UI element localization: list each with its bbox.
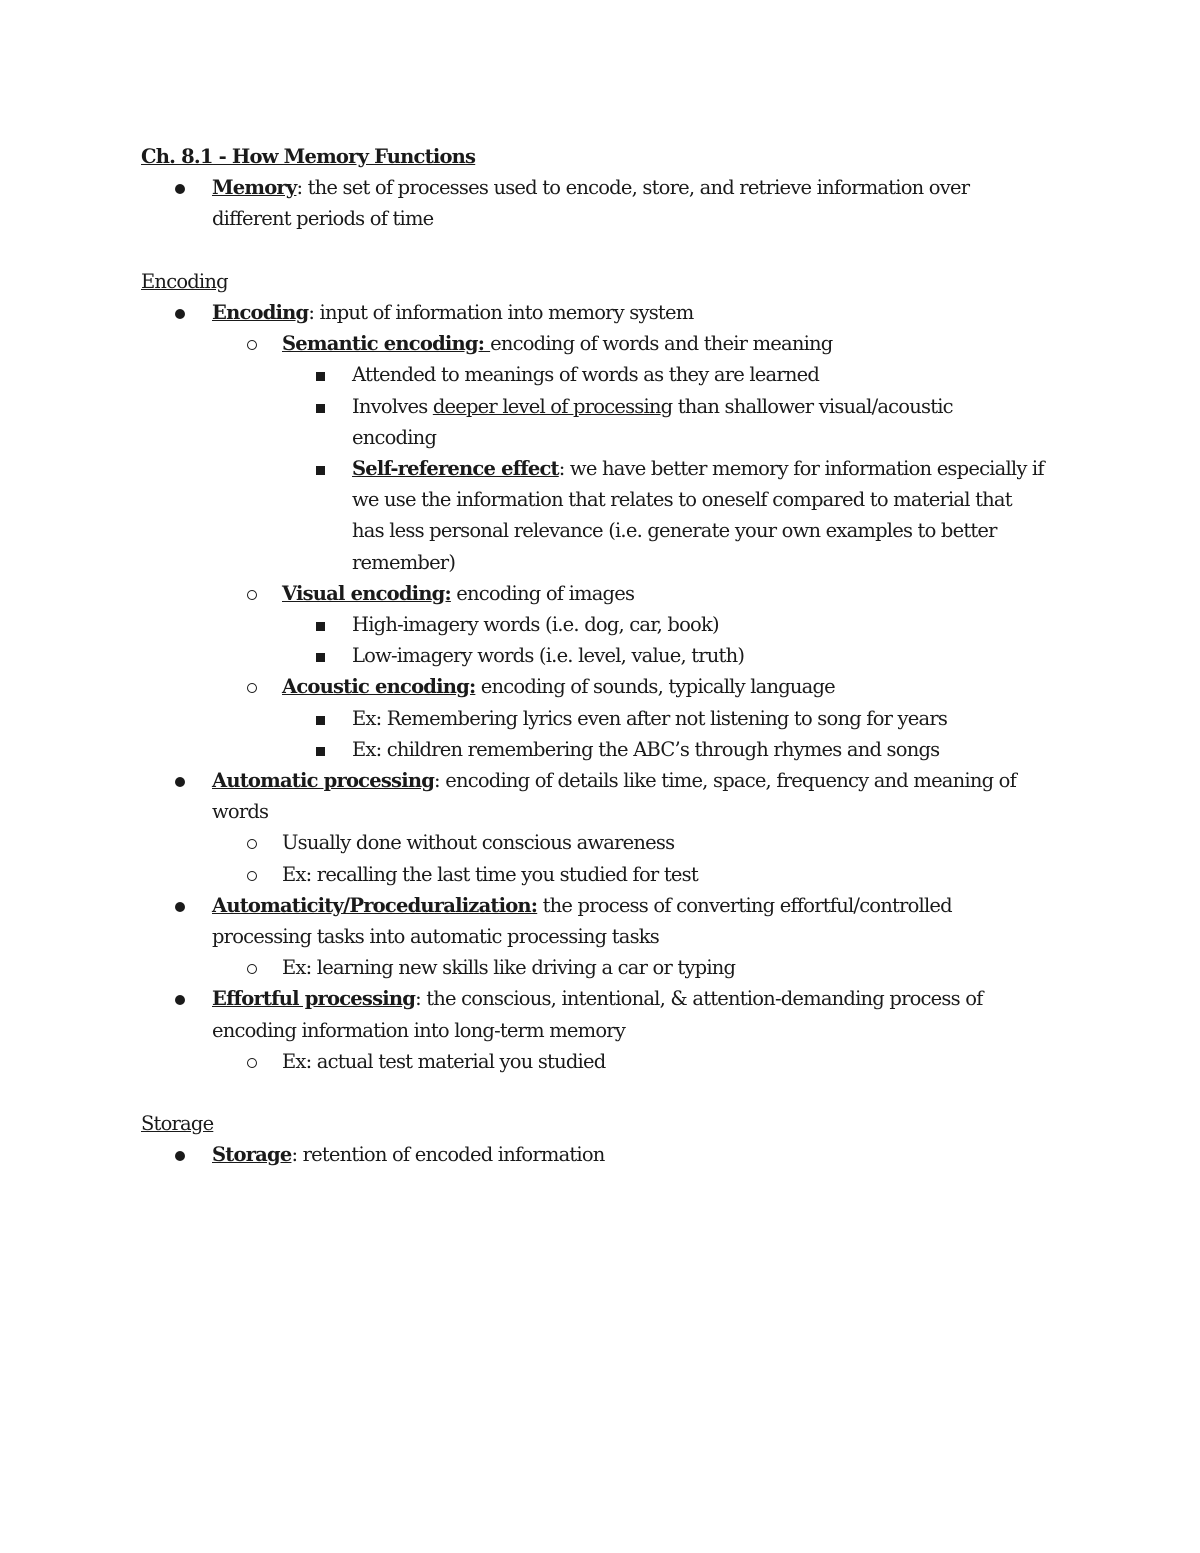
term-semantic-encoding: Semantic encoding: [282, 332, 491, 356]
bullet-disc-icon [175, 309, 185, 319]
term-storage: Storage [212, 1143, 292, 1167]
list-item-text: Ex: Remembering lyrics even after not listening to song for years [352, 706, 948, 730]
list-item-text: Ex: recalling the last time you studied for test [282, 862, 698, 886]
term-acoustic-encoding: Acoustic encoding: [282, 675, 476, 699]
term-encoding: Encoding [212, 301, 309, 324]
list-item-acoustic-encoding [141, 671, 1081, 702]
term-effortful-processing: Effortful processing [212, 987, 416, 1011]
definition-text: : retention of encoded information [291, 1143, 605, 1167]
term-visual-encoding: Visual encoding: [282, 581, 451, 605]
definition-text: : encoding of details like time, space, frequency and meaning of [434, 769, 1017, 793]
list-item-encoding [141, 297, 1081, 328]
bullet-circle-icon [247, 683, 257, 693]
definition-continuation: different periods of time [212, 207, 434, 231]
definition-continuation: words [212, 800, 269, 824]
definition-continuation: remember) [352, 550, 456, 574]
list-item [141, 827, 1081, 858]
bullet-circle-icon [247, 1058, 257, 1068]
definition-text: the process of converting effortful/controlled [537, 893, 952, 917]
list-item-text: than shallower visual/acoustic [672, 394, 953, 418]
list-item-text: High-imagery words (i.e. dog, car, book) [352, 613, 719, 637]
term-memory: Memory [212, 176, 297, 200]
term-automatic-processing: Automatic processing [212, 769, 435, 793]
bullet-circle-icon [247, 590, 257, 600]
bullet-square-icon [316, 716, 325, 725]
list-item [141, 640, 1081, 671]
list-item [141, 1046, 1081, 1077]
list-item-effortful-processing [141, 983, 1081, 1045]
page-title: Ch. 8.1 - How Memory Functions [141, 145, 476, 168]
bullet-circle-icon [247, 871, 257, 881]
list-item-text: Ex: actual test material you studied [282, 1049, 606, 1073]
definition-continuation: encoding information into long-term memory [212, 1018, 626, 1042]
list-item-memory [141, 172, 1081, 234]
bullet-square-icon [316, 622, 325, 631]
bullet-circle-icon [247, 340, 257, 350]
bullet-circle-icon [247, 964, 257, 974]
bullet-disc-icon [175, 1151, 185, 1161]
document-page [141, 141, 1081, 1171]
definition-continuation: processing tasks into automatic processing tasks [212, 925, 660, 949]
bullet-square-icon [316, 404, 325, 413]
definition-text: : input of information into memory system [308, 301, 694, 324]
term-self-reference-effect: Self-reference effect [352, 457, 559, 481]
list-item-text: Usually done without conscious awareness [282, 831, 675, 855]
list-item-text: Attended to meanings of words as they are learned [352, 363, 820, 387]
list-item-text: Ex: children remembering the ABC’s through rhymes and songs [352, 737, 940, 761]
list-item-text: Low-imagery words (i.e. level, value, truth) [352, 644, 745, 668]
definition-text: encoding of words and their meaning [490, 332, 833, 356]
term-automaticity: Automaticity/Proceduralization: [212, 893, 538, 917]
list-item-self-reference-effect [141, 453, 1081, 578]
underlined-phrase: deeper level of processing [432, 394, 673, 418]
section-heading-storage: Storage [141, 1112, 214, 1136]
definition-continuation: we use the information that relates to oneself compared to material that [352, 488, 1012, 512]
bullet-disc-icon [175, 902, 185, 912]
list-item-automaticity [141, 890, 1081, 952]
definition-text: encoding of sounds, typically language [475, 675, 835, 699]
list-item-continuation: encoding [352, 425, 437, 449]
definition-text: : the set of processes used to encode, store, and retrieve information over [296, 176, 970, 200]
bullet-square-icon [316, 653, 325, 662]
definition-text: encoding of images [450, 581, 635, 605]
list-item-text: Ex: learning new skills like driving a car or typing [282, 956, 736, 980]
section-heading-encoding: Encoding [141, 269, 228, 293]
list-item [141, 952, 1081, 983]
definition-continuation: has less personal relevance (i.e. generate your own examples to better [352, 519, 997, 543]
list-item-automatic-processing [141, 765, 1081, 827]
bullet-disc-icon [175, 995, 185, 1005]
bullet-disc-icon [175, 777, 185, 787]
definition-text: : we have better memory for information especially if [558, 457, 1044, 481]
list-item-semantic-encoding [141, 328, 1081, 359]
list-item [141, 859, 1081, 890]
list-item [141, 703, 1081, 734]
list-item [141, 734, 1081, 765]
bullet-square-icon [316, 372, 325, 381]
list-item-text: Involves [352, 394, 433, 418]
list-item [141, 359, 1081, 390]
list-item [141, 609, 1081, 640]
definition-text: : the conscious, intentional, & attention-demanding process of [415, 987, 983, 1011]
bullet-disc-icon [175, 184, 185, 194]
list-item-visual-encoding [141, 578, 1081, 609]
list-item [141, 391, 1081, 453]
bullet-square-icon [316, 747, 325, 756]
bullet-circle-icon [247, 839, 257, 849]
bullet-square-icon [316, 466, 325, 475]
list-item-storage [141, 1139, 1081, 1170]
